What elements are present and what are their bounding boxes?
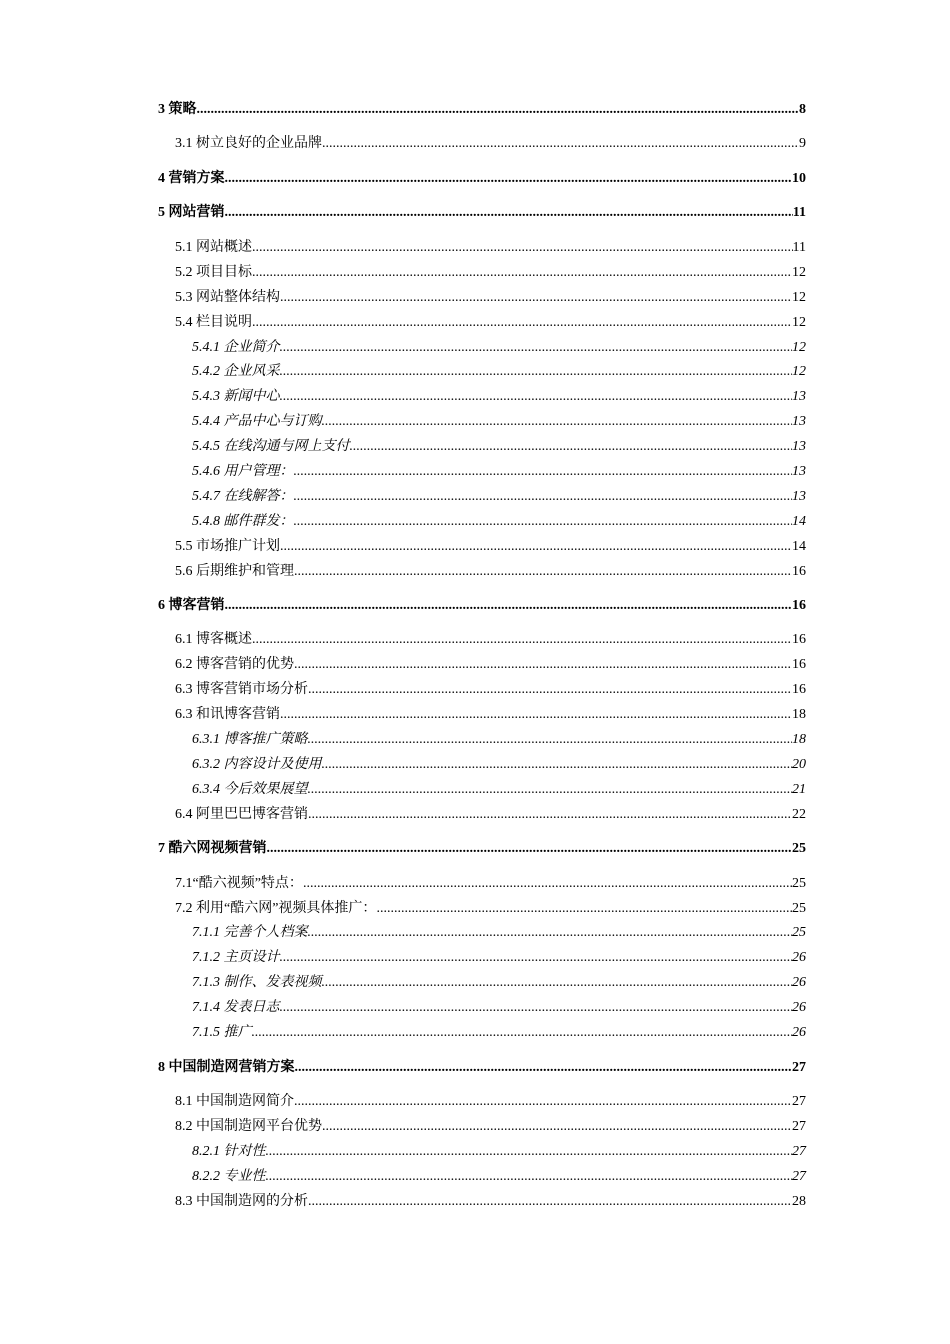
toc-dot-leader: [252, 236, 793, 261]
toc-dot-leader: [225, 201, 793, 226]
toc-entry-title: 3.1 树立良好的企业品牌: [175, 136, 322, 152]
toc-dot-leader: [280, 360, 793, 385]
toc-page-number: 26: [792, 950, 806, 966]
toc-dot-leader: [295, 1056, 793, 1081]
toc-page-number: 16: [792, 632, 806, 648]
toc-dot-leader: [266, 1165, 793, 1190]
toc-entry-title: 6 博客营销: [158, 598, 225, 613]
toc-page-number: 16: [792, 598, 806, 613]
toc-dot-leader: [294, 653, 792, 678]
toc-dot-leader: [294, 485, 793, 510]
toc-entry-level3[interactable]: [158, 510, 806, 535]
toc-page-number: 21: [792, 781, 806, 797]
toc-entry-title: 5.4.3 新闻中心: [192, 389, 280, 405]
toc-entry-level2[interactable]: [158, 897, 806, 922]
toc-entry-title: 6.4 阿里巴巴博客营销: [175, 806, 308, 822]
toc-dot-leader: [280, 946, 793, 971]
toc-dot-leader: [350, 435, 793, 460]
toc-dot-leader: [376, 897, 792, 922]
toc-entry-title: 5.3 网站整体结构: [175, 289, 280, 305]
toc-entry-level1[interactable]: [158, 167, 806, 192]
toc-entry-title: 3 策略: [158, 102, 197, 117]
toc-entry-level3[interactable]: [158, 1165, 806, 1190]
toc-entry-title: 8.1 中国制造网简介: [175, 1094, 294, 1109]
toc-page-number: 26: [792, 1025, 806, 1041]
toc-page-number: 13: [792, 414, 806, 430]
toc-entry-title: 4 营销方案: [158, 170, 225, 186]
toc-entry-level2[interactable]: [158, 535, 806, 560]
toc-dot-leader: [294, 510, 793, 535]
toc-entry-title: 6.3 博客营销市场分析: [175, 682, 308, 698]
toc-entry-level1[interactable]: [158, 98, 806, 123]
toc-entry-title: 5.4.5 在线沟通与网上支付: [192, 439, 350, 455]
toc-entry-level3[interactable]: [158, 460, 806, 485]
toc-entry-level2[interactable]: [158, 286, 806, 311]
toc-entry-title: 8.2 中国制造网平台优势: [175, 1118, 322, 1134]
toc-entry-title: 8.3 中国制造网的分析: [175, 1193, 308, 1209]
toc-dot-leader: [225, 167, 793, 192]
toc-entry-level3[interactable]: [158, 1140, 806, 1165]
toc-entry-level3[interactable]: [158, 971, 806, 996]
toc-page-number: 25: [792, 900, 806, 916]
toc-dot-leader: [280, 535, 792, 560]
toc-page-number: 27: [792, 1059, 806, 1075]
toc-entry-level2[interactable]: [158, 678, 806, 703]
toc-page-number: 25: [792, 875, 806, 891]
toc-dot-leader: [280, 996, 793, 1021]
toc-entry-level3[interactable]: [158, 1021, 806, 1046]
toc-page-number: 13: [792, 439, 806, 455]
toc-page-number: 11: [792, 239, 806, 255]
toc-entry-level2[interactable]: [158, 803, 806, 828]
toc-entry-level3[interactable]: [158, 753, 806, 778]
toc-entry-level2[interactable]: [158, 261, 806, 286]
toc-entry-level2[interactable]: [158, 628, 806, 653]
toc-dot-leader: [280, 286, 792, 311]
toc-dot-leader: [322, 132, 799, 157]
toc-page-number: 16: [792, 657, 806, 673]
toc-dot-leader: [308, 778, 793, 803]
toc-entry-title: 7 酷六网视频营销: [158, 841, 267, 857]
toc-page-number: 13: [792, 488, 806, 504]
toc-entry-level1[interactable]: [158, 1056, 806, 1081]
toc-page-number: 27: [792, 1168, 806, 1184]
toc-entry-title: 7.1.2 主页设计: [192, 950, 280, 966]
toc-entry-level2[interactable]: [158, 132, 806, 157]
toc-dot-leader: [280, 336, 793, 361]
toc-dot-leader: [266, 1140, 793, 1165]
toc-entry-title: 5.5 市场推广计划: [175, 538, 280, 554]
toc-page-number: 22: [792, 806, 806, 822]
toc-entry-level2[interactable]: [158, 311, 806, 336]
toc-entry-level3[interactable]: [158, 946, 806, 971]
toc-entry-level3[interactable]: [158, 728, 806, 753]
toc-page-number: 8: [799, 102, 806, 117]
toc-entry-level3[interactable]: [158, 778, 806, 803]
toc-page-number: 12: [792, 364, 806, 380]
toc-dot-leader: [252, 261, 792, 286]
toc-page-number: 26: [792, 975, 806, 991]
toc-dot-leader: [308, 678, 792, 703]
toc-entry-level2[interactable]: [158, 653, 806, 678]
toc-page-number: 28: [792, 1193, 806, 1209]
toc-entry-title: 6.3 和讯博客营销: [175, 707, 280, 723]
toc-entry-level3[interactable]: [158, 385, 806, 410]
toc-entry-title: 7.1.1 完善个人档案: [192, 925, 308, 941]
toc-entry-title: 5.1 网站概述: [175, 239, 252, 255]
toc-dot-leader: [267, 837, 793, 862]
toc-entry-title: 5.4.8 邮件群发：: [192, 513, 294, 529]
toc-entry-level3[interactable]: [158, 410, 806, 435]
toc-page-number: 10: [792, 170, 806, 186]
toc-page-number: 27: [792, 1094, 806, 1109]
toc-entry-title: 5.2 项目目标: [175, 264, 252, 280]
toc-entry-level1[interactable]: [158, 837, 806, 862]
toc-dot-leader: [322, 753, 793, 778]
toc-dot-leader: [252, 1021, 793, 1046]
toc-dot-leader: [294, 560, 792, 585]
toc-dot-leader: [294, 1090, 792, 1115]
toc-entry-level1[interactable]: [158, 201, 806, 226]
toc-entry-level3[interactable]: [158, 435, 806, 460]
toc-entry-title: 5.4.7 在线解答：: [192, 488, 294, 504]
toc-dot-leader: [308, 921, 793, 946]
toc-entry-title: 6.3.1 博客推广策略: [192, 732, 308, 748]
toc-entry-title: 6.2 博客营销的优势: [175, 657, 294, 673]
toc-dot-leader: [322, 1115, 792, 1140]
table-of-contents: [158, 98, 806, 1214]
toc-dot-leader: [252, 311, 792, 336]
toc-entry-title: 5.4.6 用户管理：: [192, 463, 294, 479]
toc-entry-title: 6.1 博客概述: [175, 632, 252, 648]
toc-entry-title: 5.6 后期维护和管理: [175, 563, 294, 579]
toc-page-number: 12: [792, 314, 806, 330]
toc-page-number: 27: [792, 1143, 806, 1159]
toc-page-number: 18: [792, 732, 806, 748]
toc-dot-leader: [322, 971, 793, 996]
toc-page-number: 16: [792, 563, 806, 579]
toc-dot-leader: [303, 872, 792, 897]
toc-page-number: 12: [792, 264, 806, 280]
toc-entry-title: 5 网站营销: [158, 205, 225, 221]
toc-page-number: 26: [792, 1000, 806, 1016]
toc-page-number: 12: [792, 289, 806, 305]
toc-entry-level2[interactable]: [158, 236, 806, 261]
toc-entry-level2[interactable]: [158, 872, 806, 897]
toc-entry-title: 7.1.4 发表日志: [192, 1000, 280, 1016]
toc-dot-leader: [308, 803, 792, 828]
toc-entry-title: 6.3.2 内容设计及使用: [192, 756, 322, 772]
toc-entry-level2[interactable]: [158, 703, 806, 728]
toc-entry-title: 7.1.5 推广: [192, 1025, 252, 1041]
toc-page-number: 11: [792, 205, 806, 221]
toc-page-number: 18: [792, 707, 806, 723]
toc-entry-level2[interactable]: [158, 560, 806, 585]
toc-page-number: 27: [792, 1118, 806, 1134]
toc-entry-level2[interactable]: [158, 1115, 806, 1140]
toc-entry-title: 5.4.2 企业风采: [192, 364, 280, 380]
toc-page-number: 14: [792, 538, 806, 554]
toc-entry-level3[interactable]: [158, 921, 806, 946]
toc-entry-level3[interactable]: [158, 485, 806, 510]
toc-entry-title: 6.3.4 今后效果展望: [192, 781, 308, 797]
toc-page-number: 9: [799, 136, 806, 152]
toc-entry-level1[interactable]: [158, 594, 806, 619]
toc-page-number: 12: [792, 339, 806, 355]
toc-page-number: 13: [792, 389, 806, 405]
toc-dot-leader: [225, 594, 793, 619]
toc-dot-leader: [280, 385, 793, 410]
toc-entry-title: 8 中国制造网营销方案: [158, 1059, 295, 1075]
toc-entry-title: 5.4.4 产品中心与订购: [192, 414, 322, 430]
toc-entry-title: 5.4.1 企业简介: [192, 339, 280, 355]
toc-dot-leader: [280, 703, 792, 728]
toc-entry-level2[interactable]: [158, 1090, 806, 1115]
toc-page-number: 20: [792, 756, 806, 772]
toc-page-number: 25: [792, 925, 806, 941]
toc-entry-title: 7.1.3 制作、发表视频: [192, 975, 322, 991]
toc-entry-title: 7.1“酷六视频”特点：: [175, 875, 303, 891]
toc-dot-leader: [294, 460, 793, 485]
toc-entry-level3[interactable]: [158, 336, 806, 361]
toc-dot-leader: [252, 628, 792, 653]
toc-page-number: 25: [792, 841, 806, 857]
toc-page-number: 14: [792, 513, 806, 529]
toc-entry-title: 8.2.2 专业性: [192, 1168, 266, 1184]
toc-entry-level3[interactable]: [158, 996, 806, 1021]
toc-entry-level2[interactable]: [158, 1190, 806, 1215]
toc-dot-leader: [308, 1190, 792, 1215]
toc-entry-title: 5.4 栏目说明: [175, 314, 252, 330]
toc-dot-leader: [308, 728, 793, 753]
toc-page-number: 16: [792, 682, 806, 698]
toc-entry-level3[interactable]: [158, 360, 806, 385]
toc-entry-title: 8.2.1 针对性: [192, 1143, 266, 1159]
toc-page-number: 13: [792, 463, 806, 479]
toc-dot-leader: [197, 98, 800, 123]
toc-dot-leader: [322, 410, 793, 435]
toc-entry-title: 7.2 利用“酷六网”视频具体推广：: [175, 900, 377, 916]
